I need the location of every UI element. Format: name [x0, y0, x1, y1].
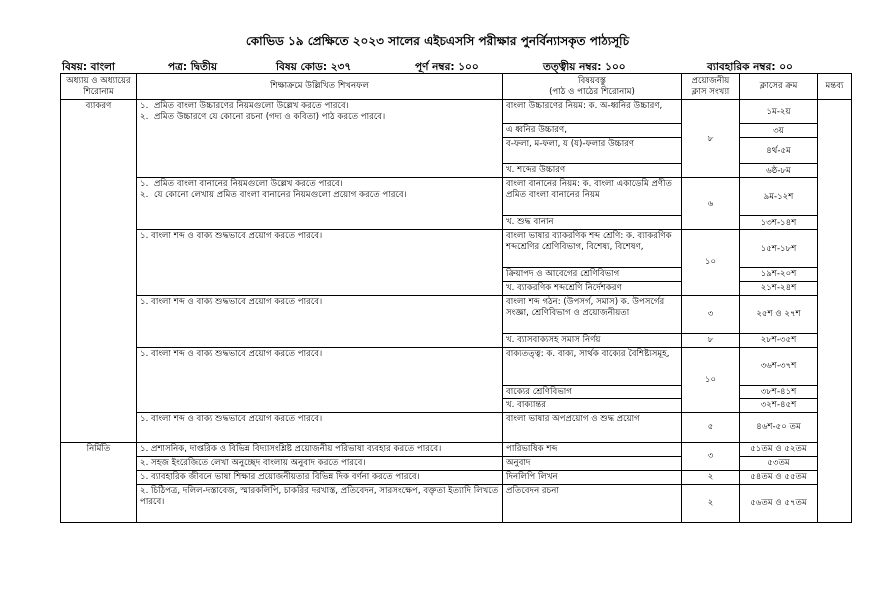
- class-order: ৫১তম ও ৫২তম: [740, 443, 818, 457]
- table-row: [61, 178, 852, 216]
- outcome-cell: ১. প্রশাসনিক, দাপ্তরিক ও বিভিন্ন বিদ্যাসংশ্লিষ্ট প্রয়োজনীয় পরিভাষা ব্যবহার করতে পারবে।: [137, 443, 503, 457]
- theory-marks-label: তত্ত্বীয় নম্বর: ১০০: [543, 61, 626, 73]
- class-order: ৫৪তম ও ৫৫তম: [740, 471, 818, 485]
- class-count: ৩: [682, 295, 740, 333]
- class-order: ২১শ-২৪শ: [740, 282, 818, 296]
- content-cell: বাক্যের শ্রেণিবিভাগ: [503, 385, 682, 399]
- content-cell: অনুবাদ: [503, 457, 682, 471]
- class-order: ১৯শ-২০শ: [740, 268, 818, 282]
- content-cell: খ. বাক্যান্তর: [503, 399, 682, 413]
- paper-label: পত্র: দ্বিতীয়: [168, 61, 218, 73]
- outcome-item: ১. প্রমিত বাংলা বানানের নিয়মগুলো উল্লেখ করতে পারবে।: [140, 179, 343, 190]
- class-count: ১০: [682, 347, 740, 412]
- class-order: ১৩শ-১৪শ: [740, 216, 818, 230]
- header-classes: প্রয়োজনীয় ক্লাস সংখ্যা: [682, 74, 740, 100]
- content-cell: বাংলা ভাষার ব্যাকরণিক শব্দ শ্রেণি: ক. ব্যাকরণিক শব্দশ্রেণির শ্রেণিবিভাগ, বিশেষ্য, বিশেষণ,: [503, 230, 682, 268]
- page-title: কোভিড ১৯ প্রেক্ষিতে ২০২৩ সালের এইচএসসি পরীক্ষার পুনর্বিন্যাসকৃত পাঠ্যসূচি: [245, 34, 630, 48]
- class-order: ৪৬শ-৫০ তম: [740, 413, 818, 443]
- class-count: ৫: [682, 413, 740, 443]
- outcome-cell: ২. সহজ ইংরেজিতে লেখা অনুচ্ছেদ বাংলায় অনুবাদ করতে পারবে।: [137, 457, 503, 471]
- class-count: ৬: [682, 178, 740, 230]
- outcome-cell: ১. বাংলা শব্দ ও বাক্য শুদ্ধভাবে প্রয়োগ করতে পারবে।: [137, 230, 503, 295]
- full-marks-label: পূর্ণ নম্বর: ১০০: [415, 61, 479, 73]
- class-count: ৩: [682, 443, 740, 471]
- class-order: ৫৬তম ও ৫৭তম: [740, 485, 818, 523]
- table-row: [61, 413, 852, 443]
- content-cell: খ. ব্যাসবাক্যসহ সমাস নির্ণয়: [503, 333, 682, 347]
- content-cell: পারিভাষিক শব্দ: [503, 443, 682, 457]
- table-row: [61, 471, 852, 485]
- practical-marks-label: ব্যাবহারিক নম্বর: ০০: [707, 61, 793, 73]
- table-row: [61, 295, 852, 333]
- outcome-cell: ১. বাংলা শব্দ ও বাক্য শুদ্ধভাবে প্রয়োগ করতে পারবে।: [137, 295, 503, 347]
- table-row: [61, 100, 852, 124]
- content-cell: প্রতিবেদন রচনা: [503, 485, 682, 523]
- class-order: ২৮শ-৩৫শ: [740, 333, 818, 347]
- header-content-title: বিষয়বস্তু: [577, 76, 606, 86]
- class-order: ৬ষ্ঠ-৮ম: [740, 164, 818, 178]
- syllabus-table: [60, 73, 852, 523]
- header-chapter: অধ্যায় ও অধ্যায়ের শিরোনাম: [61, 74, 137, 100]
- content-cell: বাংলা উচ্চারণের নিয়ম: ক. অ-ধ্বনির উচ্চারণ,: [503, 100, 682, 124]
- content-cell: বাংলা ভাষার অপপ্রয়োগ ও শুদ্ধ প্রয়োগ: [503, 413, 682, 443]
- class-order: ৪র্থ-৫ম: [740, 138, 818, 164]
- table-row: [61, 347, 852, 385]
- outcome-cell: ১. বাংলা শব্দ ও বাক্য শুদ্ধভাবে প্রয়োগ করতে পারবে।: [137, 413, 503, 443]
- class-order: ৯ম-১২শ: [740, 178, 818, 216]
- header-order: ক্লাসের ক্রম: [740, 74, 818, 100]
- content-cell: এ ধ্বনির উচ্চারণ,: [503, 124, 682, 138]
- class-count: ৮: [682, 333, 740, 347]
- class-order: ৩২শ-৪৫শ: [740, 399, 818, 413]
- class-order: ৩য়: [740, 124, 818, 138]
- class-count: ১০: [682, 230, 740, 295]
- header-content: [503, 74, 682, 100]
- content-cell: খ. ব্যাকরণিক শব্দশ্রেণি নির্দেশকরণ: [503, 282, 682, 296]
- class-count: ৮: [682, 100, 740, 178]
- outcome-item: ২. যে কোনো লেখায় প্রমিত বাংলা বানানের নিয়মগুলো প্রয়োগ করতে পারবে।: [140, 190, 407, 201]
- outcome-cell: ১. ব্যাবহারিক জীবনে ভাষা শিক্ষার প্রয়োজনীয়তার বিভিন্ন দিক বর্ণনা করতে পারবে।: [137, 471, 503, 485]
- table-row: [61, 443, 852, 457]
- table-row: [61, 230, 852, 268]
- outcome-item: ২. প্রমিত উচ্চারণে যে কোনো রচনা (গদ্য ও কবিতা) পাঠ করতে পারবে।: [140, 112, 386, 123]
- class-order: ৫৩তম: [740, 457, 818, 471]
- class-order: ৩৬শ-৩৭শ: [740, 347, 818, 385]
- outcome-item: ১. প্রমিত বাংলা উচ্চারণের নিয়মগুলো উল্লেখ করতে পারবে।: [140, 101, 349, 112]
- content-cell: দিনলিপি লিখন: [503, 471, 682, 485]
- outcome-cell: ২. চিঠিপত্র, দলিল-দস্তাবেজ, স্মারকলিপি, চাকরির দরখাস্ত, প্রতিবেদন, সারসংক্ষেপ, বক্তৃতা ইত্যাদি লিখতে পারবে।: [137, 485, 503, 523]
- class-order: ২৫শ ও ২৭শ: [740, 295, 818, 333]
- chapter-grammar: ব্যাকরণ: [61, 100, 137, 443]
- outcome-cell: [137, 100, 503, 178]
- header-remarks: মন্তব্য: [818, 74, 852, 100]
- content-cell: বাংলা শব্দ গঠন: (উপসর্গ, সমাস) ক. উপসর্গের সংজ্ঞা, শ্রেণিবিভাগ ও প্রয়োজনীয়তা: [503, 295, 682, 333]
- content-cell: ব-ফলা, ম-ফলা, য (য)-ফলার উচ্চারণ: [503, 138, 682, 164]
- header-outcomes: শিক্ষাক্রমে উল্লিখিত শিখনফল: [137, 74, 503, 100]
- class-order: ১৫শ-১৮শ: [740, 230, 818, 268]
- class-count: ২: [682, 485, 740, 523]
- header-content-subtitle: (পাঠ ও পাঠের শিরোনাম): [549, 86, 635, 97]
- class-order: ১ম-২য়: [740, 100, 818, 124]
- content-cell: খ. শুদ্ধ বানান: [503, 216, 682, 230]
- content-cell: বাংলা বানানের নিয়ম: ক. বাংলা একাডেমি প্রণীত প্রমিত বাংলা বানানের নিয়ম: [503, 178, 682, 216]
- content-cell: খ. শব্দের উচ্চারণ: [503, 164, 682, 178]
- remarks-cell: [818, 100, 852, 523]
- table-row: [61, 485, 852, 523]
- outcome-cell: [137, 178, 503, 230]
- header-row: [61, 74, 852, 100]
- content-cell: বাক্যতত্ত্ব: ক. বাক্য, সার্থক বাক্যের বৈশিষ্ট্যসমূহ,: [503, 347, 682, 385]
- outcome-cell: ১. বাংলা শব্দ ও বাক্য শুদ্ধভাবে প্রয়োগ করতে পারবে।: [137, 347, 503, 412]
- chapter-composition: নির্মিতি: [61, 443, 137, 523]
- class-order: ৩৮শ-৪১শ: [740, 385, 818, 399]
- class-count: ২: [682, 471, 740, 485]
- content-cell: ক্রিয়াপদ ও আবেগের শ্রেণিবিভাগ: [503, 268, 682, 282]
- subject-code-label: বিষয় কোড: ২৩৭: [276, 61, 352, 73]
- subject-label: বিষয়: বাংলা: [62, 61, 115, 73]
